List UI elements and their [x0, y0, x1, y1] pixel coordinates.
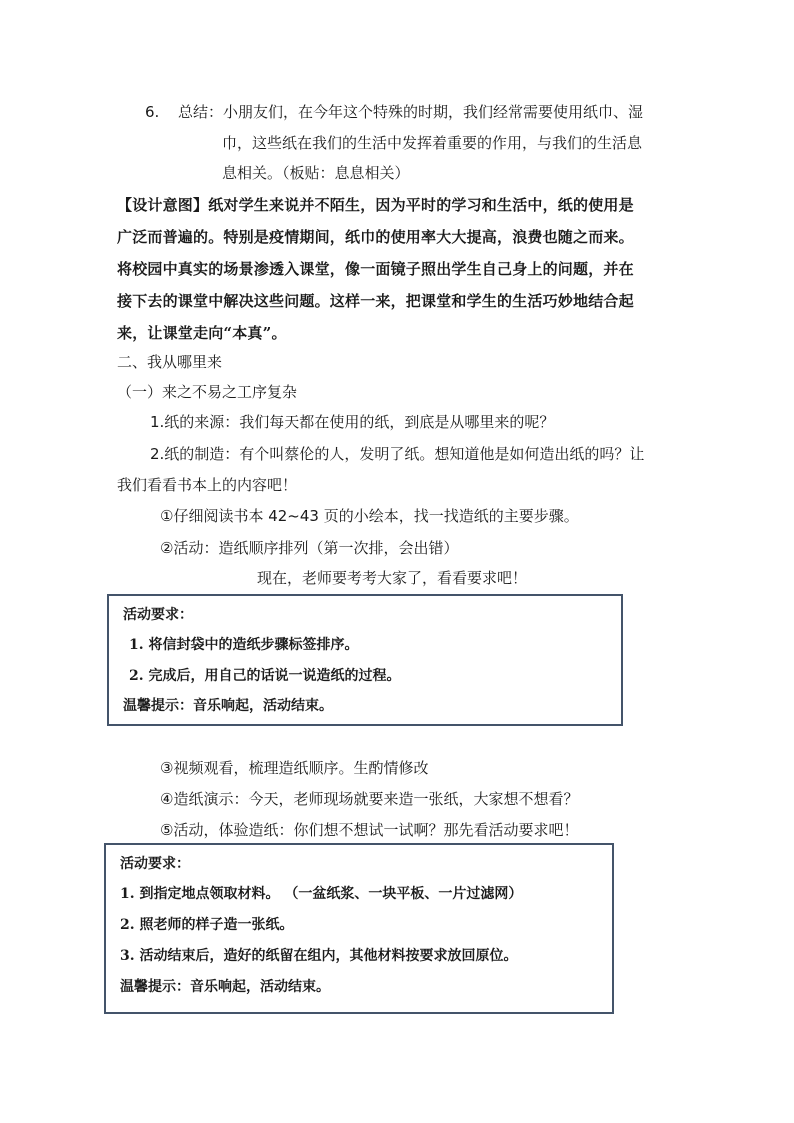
summary-number: 6. — [145, 103, 160, 121]
activity-box-2-item-3: 3. 活动结束后，造好的纸留在组内，其他材料按要求放回原位。 — [120, 948, 518, 964]
activity-box-1-title: 活动要求： — [123, 607, 193, 623]
activity-box-2-item-1: 1. 到指定地点领取材料。 （一盆纸浆、一块平板、一片过滤网） — [120, 886, 523, 902]
step-5: ⑤活动，体验造纸：你们想不想试一试啊？那先看活动要求吧！ — [160, 821, 579, 839]
section-subheading: （一）来之不易之工序复杂 — [117, 383, 298, 401]
activity-box-1-item-2: 2. 完成后，用自己的话说一说造纸的过程。 — [129, 668, 401, 684]
item-paper-making-line-1: 2.纸的制造：有个叫蔡伦的人，发明了纸。想知道他是如何造出纸的吗？让 — [150, 445, 645, 463]
activity-box-2-item-2: 2. 照老师的样子造一张纸。 — [120, 917, 294, 933]
activity-requirements-box-1 — [107, 594, 623, 726]
activity-box-2-tip: 温馨提示：音乐响起，活动结束。 — [120, 979, 330, 995]
step-1: ①仔细阅读书本 42~43 页的小绘本，找一找造纸的主要步骤。 — [160, 507, 579, 525]
step-2: ②活动：造纸顺序排列（第一次排，会出错） — [160, 539, 459, 557]
design-intent-line-4: 接下去的课堂中解决这些问题。这样一来，把课堂和学生的生活巧妙地结合起 — [117, 292, 634, 310]
item-paper-making-line-2: 我们看看书本上的内容吧！ — [117, 476, 298, 494]
step-4: ④造纸演示：今天，老师现场就要来造一张纸，大家想不想看？ — [160, 790, 579, 808]
step-3: ③视频观看，梳理造纸顺序。生酌情修改 — [160, 759, 429, 777]
design-intent-line-3: 将校园中真实的场景渗透入课堂，像一面镜子照出学生自己身上的问题，并在 — [117, 260, 634, 278]
activity-box-1-tip: 温馨提示：音乐响起，活动结束。 — [123, 698, 333, 714]
item-paper-source: 1.纸的来源：我们每天都在使用的纸，到底是从哪里来的呢？ — [150, 413, 555, 431]
section-heading: 二、我从哪里来 — [117, 353, 223, 371]
design-intent-line-2: 广泛而普遍的。特别是疫情期间，纸巾的使用率大大提高，浪费也随之而来。 — [117, 228, 634, 246]
activity-requirements-box-2 — [104, 843, 614, 1014]
activity-box-1-item-1: 1. 将信封袋中的造纸步骤标签排序。 — [129, 637, 359, 653]
activity-box-2-title: 活动要求： — [120, 856, 190, 872]
design-intent-line-1: 【设计意图】纸对学生来说并不陌生，因为平时的学习和生活中，纸的使用是 — [117, 196, 634, 214]
teacher-prompt: 现在，老师要考考大家了，看看要求吧！ — [257, 569, 528, 587]
design-intent-line-5: 来，让课堂走向“本真”。 — [117, 324, 287, 342]
summary-line-3: 息相关。（板贴：息息相关） — [222, 164, 410, 182]
summary-line-2: 巾，这些纸在我们的生活中发挥着重要的作用，与我们的生活息 — [222, 134, 643, 152]
summary-line-1: 总结：小朋友们，在今年这个特殊的时期，我们经常需要使用纸巾、湿 — [178, 103, 644, 121]
